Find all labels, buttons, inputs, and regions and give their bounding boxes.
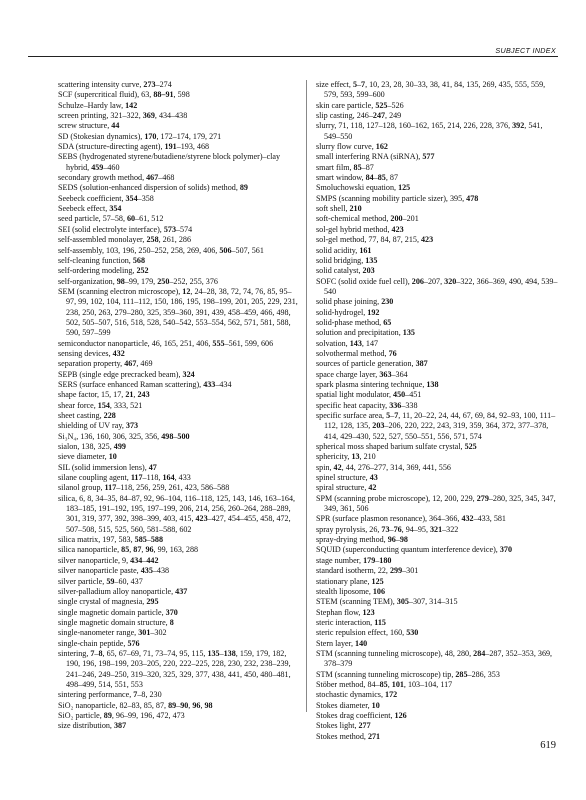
index-entry: silver nanoparticle paste, 435–438 [58, 566, 170, 576]
index-entry: soft shell, 210 [316, 204, 362, 214]
index-entry: specific surface area, 5–7, 11, 20–22, 24, 44, 67, 69, 84, 92–93, 100, 111–112, 128, 135, 203–206, 220, 222, 243, 319, 359, 364, 372, 377–378, 414, 429–430, 522, 527, 550–551, 556, 571, 574 [316, 411, 556, 441]
index-entry: STM (scanning tunneling microscope) tip, 285–286, 353 [316, 669, 500, 679]
index-entry: STEM (scanning TEM), 305–307, 314–315 [316, 597, 458, 607]
index-entry: SDA (structure-directing agent), 191–193, 468 [58, 142, 210, 152]
index-entry: stage number, 179–180 [316, 555, 392, 565]
index-entry: secondary growth method, 467–468 [58, 173, 175, 183]
index-entry: Stokes light, 277 [316, 721, 371, 731]
index-entry: silica, 6, 8, 34–35, 84–87, 92, 96–104, 116–118, 125, 143, 146, 163–164, 183–185, 191–192, 195, 197–199, 206, 214, 256, 260–264, 288–289, 301, 319, 377, 392, 398–399, 403, 415, 423–427, 454–455, 458, 472, 507–508, 515, 525, 560, 581–588, 602 [58, 493, 296, 534]
running-head: SUBJECT INDEX [495, 46, 556, 55]
index-entry: Si₃N₄, 136, 160, 306, 325, 356, 498–500 [58, 431, 190, 441]
index-column-left [58, 80, 300, 732]
index-entry: Stephan flow, 123 [316, 607, 375, 617]
index-entry: SMPS (scanning mobility particle sizer), 395, 478 [316, 193, 479, 203]
index-entry: silver-palladium alloy nanoparticle, 437 [58, 586, 188, 596]
index-entry: SPM (scanning probe microscope), 12, 200, 229, 279–280, 325, 345, 347, 349, 361, 506 [316, 493, 556, 514]
index-entry: SEM (scanning electron microscope), 12, 24–28, 38, 72, 74, 76, 85, 95–97, 99, 102, 104, 111–112, 150, 186, 195, 198–199, 201, 205, 229, 231, 238, 250, 263, 279–280, 325, 359–360, 391, 439, 458–459, 466, 498, 502, 505–507, 516, 518, 528, 540–542, 553–554, 562, 571, 581, 588, 590, 597–599 [58, 286, 298, 338]
index-entry: self-organization, 98–99, 179, 250–252, 255, 376 [58, 276, 218, 286]
index-entry: single crystal of magnesia, 295 [58, 597, 159, 607]
index-entry: sources of particle generation, 387 [316, 359, 428, 369]
index-entry: screen printing, 321–322, 369, 434–438 [58, 111, 188, 121]
index-entry: screw structure, 44 [58, 121, 120, 131]
index-entry: solid-hydrogel, 192 [316, 307, 380, 317]
index-entry: silver particle, 59–60, 437 [58, 576, 143, 586]
page-number: 619 [540, 740, 556, 751]
index-entry: single magnetic domain structure, 8 [58, 617, 174, 627]
index-entry: semiconductor nanoparticle, 46, 165, 251, 406, 555–561, 599, 606 [58, 338, 274, 348]
index-entry: sphericity, 13, 210 [316, 452, 376, 462]
index-entry: space charge layer, 363–364 [316, 369, 408, 379]
column-divider [306, 80, 307, 712]
index-entry: Stöber method, 84–85, 101, 103–104, 117 [316, 679, 453, 689]
index-entry: soft-chemical method, 200–201 [316, 214, 419, 224]
index-entry: smart film, 85–87 [316, 162, 374, 172]
index-entry: silica nanoparticle, 85, 87, 96, 99, 163, 288 [58, 545, 199, 555]
index-entry: sialon, 138, 325, 499 [58, 442, 126, 452]
index-entry: self-assembly, 103, 196, 250–252, 258, 269, 406, 506–507, 561 [58, 245, 264, 255]
index-entry: spiral structure, 42 [316, 483, 377, 493]
index-entry: SERS (surface enhanced Raman scattering), 433–434 [58, 379, 232, 389]
index-entry: Seebeck effect, 354 [58, 204, 122, 214]
index-entry: steric interaction, 115 [316, 617, 386, 627]
header-rule [28, 56, 558, 57]
index-entry: SEPB (single edge precracked beam), 324 [58, 369, 195, 379]
index-entry: spray pyrolysis, 26, 73–76, 94–95, 321–322 [316, 524, 459, 534]
index-entry: sensing devices, 432 [58, 348, 125, 358]
index-entry: SiO₂ particle, 89, 96–99, 196, 472, 473 [58, 710, 185, 720]
index-entry: SD (Stokesian dynamics), 170, 172–174, 179, 271 [58, 131, 222, 141]
index-entry: single-nanometer range, 301–302 [58, 628, 167, 638]
index-entry: solid catalyst, 203 [316, 266, 375, 276]
index-entry: self-ordering modeling, 252 [58, 266, 149, 276]
index-entry: shape factor, 15, 17, 21, 243 [58, 390, 150, 400]
index-entry: silver nanoparticle, 9, 434–442 [58, 555, 159, 565]
index-entry: STM (scanning tunneling microscope), 48, 280, 284–287, 352–353, 369, 378–379 [316, 648, 553, 669]
index-entry: single magnetic domain particle, 370 [58, 607, 178, 617]
index-entry: self-cleaning function, 568 [58, 255, 145, 265]
index-entry: Stokes diameter, 10 [316, 700, 380, 710]
index-entry: smart window, 84–85, 87 [316, 173, 398, 183]
index-entry: solid phase joining, 230 [316, 297, 394, 307]
index-entry: SOFC (solid oxide fuel cell), 206–207, 320–322, 366–369, 490, 494, 539–540 [316, 276, 558, 296]
index-entry: standard isotherm, 22, 299–301 [316, 566, 419, 576]
index-entry: sol-gel hybrid method, 423 [316, 224, 404, 234]
index-entry: sintering performance, 7–8, 230 [58, 690, 162, 700]
index-entry: size effect, 5–7, 10, 23, 28, 30–33, 38, 41, 84, 135, 269, 435, 555, 559, 579, 593, 599–600 [316, 80, 546, 100]
index-entry: small interfering RNA (siRNA), 577 [316, 152, 435, 162]
index-entry: SEBS (hydrogenated styrene/butadiene/styrene block polymer)–clay hybrid, 459–460 [58, 152, 281, 172]
index-entry: spin, 42, 44, 276–277, 314, 369, 441, 556 [316, 462, 451, 472]
index-entry: specific heat capacity, 336–338 [316, 400, 418, 410]
index-entry: size distribution, 387 [58, 721, 127, 731]
index-entry: scattering intensity curve, 273–274 [58, 80, 172, 89]
index-entry: stationary plane, 125 [316, 576, 384, 586]
index-entry: Stern layer, 140 [316, 638, 368, 648]
index-entry: SPR (surface plasmon resonance), 364–366, 432–433, 581 [316, 514, 506, 524]
index-entry: solid bridging, 135 [316, 255, 378, 265]
index-entry: sintering, 7–8, 65, 67–69, 71, 73–74, 95, 115, 135–138, 159, 179, 182, 190, 196, 198–199, 203–205, 220, 222–225, 228, 230, 232, 238–239, 241–246, 249–250, 319–320, 325, 329, 377, 438, 441, 450, 480–481, 498–499, 514, 551, 553 [58, 648, 291, 689]
index-entry: sieve diameter, 10 [58, 452, 117, 462]
index-entry: steric repulsion effect, 160, 530 [316, 628, 419, 638]
index-entry: single-chain peptide, 576 [58, 638, 140, 648]
index-entry: spark plasma sintering technique, 138 [316, 379, 439, 389]
index-entry: slurry flow curve, 162 [316, 142, 388, 152]
index-entry: spinel structure, 43 [316, 473, 378, 483]
index-entry: Seebeck coefficient, 354–358 [58, 193, 154, 203]
index-entry: silanol group, 117–118, 256, 259, 261, 423, 586–588 [58, 483, 230, 493]
index-entry: stochastic dynamics, 172 [316, 690, 398, 700]
index-entry: SQUID (superconducting quantum interference device), 370 [316, 545, 512, 555]
index-entry: solid acidity, 161 [316, 245, 372, 255]
index-entry: skin care particle, 525–526 [316, 100, 404, 110]
index-entry: spherical moss shaped barium sulfate crystal, 525 [316, 442, 477, 452]
index-entry: SiO₂ nanoparticle, 82–83, 85, 87, 89–90, 96, 98 [58, 700, 213, 710]
index-entry: seed particle, 57–58, 60–61, 512 [58, 214, 164, 224]
index-entry: stealth liposome, 106 [316, 586, 386, 596]
index-entry: Smoluchowski equation, 125 [316, 183, 411, 193]
index-entry: spray-drying method, 96–98 [316, 535, 408, 545]
index-entry: shielding of UV ray, 373 [58, 421, 139, 431]
index-entry: solution and precipitation, 135 [316, 328, 415, 338]
index-entry: sheet casting, 228 [58, 411, 116, 420]
index-entry: slip casting, 246–247, 249 [316, 111, 402, 121]
index-entry: SCF (supercritical fluid), 63, 88–91, 598 [58, 90, 190, 100]
index-entry: Schulze–Hardy law, 142 [58, 100, 138, 110]
index-entry: solvothermal method, 76 [316, 348, 397, 358]
index-entry: Stokes drag coefficient, 126 [316, 710, 407, 720]
index-column-right [316, 80, 558, 742]
index-entry: sol-gel method, 77, 84, 87, 215, 423 [316, 235, 434, 245]
index-entry: silica matrix, 197, 583, 585–588 [58, 535, 163, 545]
index-entry: self-assembled monolayer, 258, 261, 286 [58, 235, 191, 245]
index-entry: separation property, 467, 469 [58, 359, 153, 369]
index-entry: silane coupling agent, 117–118, 164, 433 [58, 473, 191, 483]
index-entry: SIL (solid immersion lens), 47 [58, 462, 157, 472]
index-entry: SEDS (solution-enhanced dispersion of solids) method, 89 [58, 183, 248, 193]
index-entry: solid-phase method, 65 [316, 317, 392, 327]
index-entry: slurry, 71, 118, 127–128, 160–162, 165, 214, 226, 228, 376, 392, 541, 549–550 [316, 121, 543, 141]
index-entry: Stokes method, 271 [316, 731, 381, 741]
index-entry: SEI (solid electrolyte interface), 573–574 [58, 224, 193, 234]
index-entry: shear force, 154, 333, 521 [58, 400, 143, 410]
index-entry: spatial light modulator, 450–451 [316, 390, 422, 400]
index-entry: solvation, 143, 147 [316, 338, 379, 348]
